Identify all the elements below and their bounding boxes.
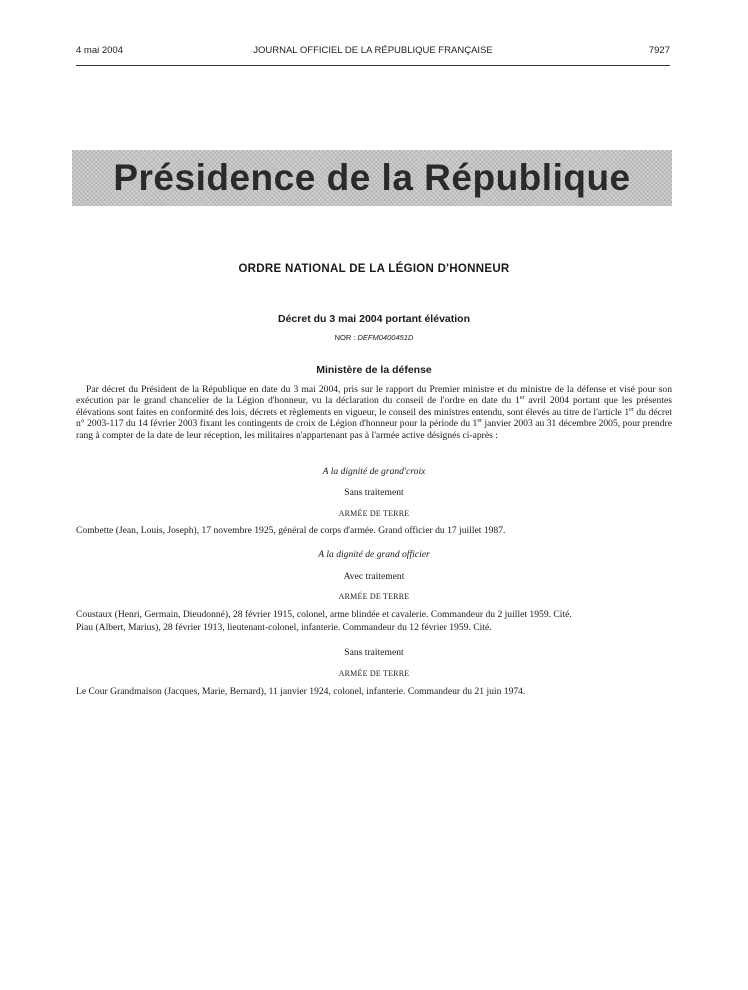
header-date: 4 mai 2004 (76, 45, 124, 56)
header-page-number: 7927 (648, 45, 670, 56)
intro-text: janvier 2003 au 31 décembre 2005, pour prendre rang à compter de la date de leur réception, les militaires n'appartenant pas à l'armée active désignés ci-après : (76, 418, 672, 441)
banner-title: Présidence de la République (113, 157, 631, 198)
superscript: er (629, 406, 634, 413)
intro-text: avril 2004 portant que les présentes élévations sont faites en conformité des lois, décrets et règlements en vigueur, le conseil des ministres entendu, sont élevés au titre de l'article 1 (76, 395, 673, 418)
intro-paragraph (76, 384, 672, 441)
nor-value: DEFM0400451D (357, 333, 414, 342)
order-title: ORDRE NATIONAL DE LA LÉGION D'HONNEUR (238, 263, 510, 275)
superscript: er (477, 418, 482, 425)
list-item: Piau (Albert, Marius), 28 février 1913, lieutenant-colonel, infanterie. Commandeur du 12 février 1959. Cité. (76, 622, 492, 633)
list-item: Le Cour Grandmaison (Jacques, Marie, Bernard), 11 janvier 1924, colonel, infanterie. Commandeur du 21 juin 1974. (76, 686, 526, 697)
ministry-heading: Ministère de la défense (316, 364, 432, 376)
army-heading: ARMÉE DE TERRE (338, 509, 410, 518)
running-header (76, 45, 670, 61)
section-banner (72, 150, 672, 206)
dignity-heading: A la dignité de grand'croix (322, 466, 426, 477)
list-item: Coustaux (Henri, Germain, Dieudonné), 28 février 1915, colonel, arme blindée et cavalerie. Commandeur du 2 juillet 1959. Cité. (76, 609, 572, 620)
dignity-heading: A la dignité de grand officier (318, 549, 430, 560)
intro-text: Par décret du Président de la République en date du 3 mai 2004, pris sur le rapport du Premier ministre et du ministre de la défense et visé pour son exécution par le grand chancelier de la Légion d'honneur, vu la déclaration du conseil de l'ordre en date du 1 (76, 384, 672, 407)
list-item: Combette (Jean, Louis, Joseph), 17 novembre 1925, général de corps d'armée. Grand officier du 17 juillet 1987. (76, 525, 506, 536)
nor-label: NOR : (334, 333, 358, 342)
intro-text: du décret n° 2003-117 du 14 février 2003 fixant les contingents de croix de Légion d'honneur pour la période du 1 (76, 406, 672, 430)
superscript: er (519, 395, 525, 402)
army-heading: ARMÉE DE TERRE (338, 592, 410, 601)
treatment-heading: Avec traitement (343, 571, 405, 582)
treatment-heading: Sans traitement (344, 487, 404, 498)
nor-reference (76, 333, 672, 342)
header-journal-title: JOURNAL OFFICIEL DE LA RÉPUBLIQUE FRANÇAISE (253, 45, 493, 56)
army-heading: ARMÉE DE TERRE (338, 669, 410, 678)
header-rule (76, 65, 670, 66)
treatment-heading: Sans traitement (344, 647, 404, 658)
decree-title: Décret du 3 mai 2004 portant élévation (278, 313, 470, 325)
